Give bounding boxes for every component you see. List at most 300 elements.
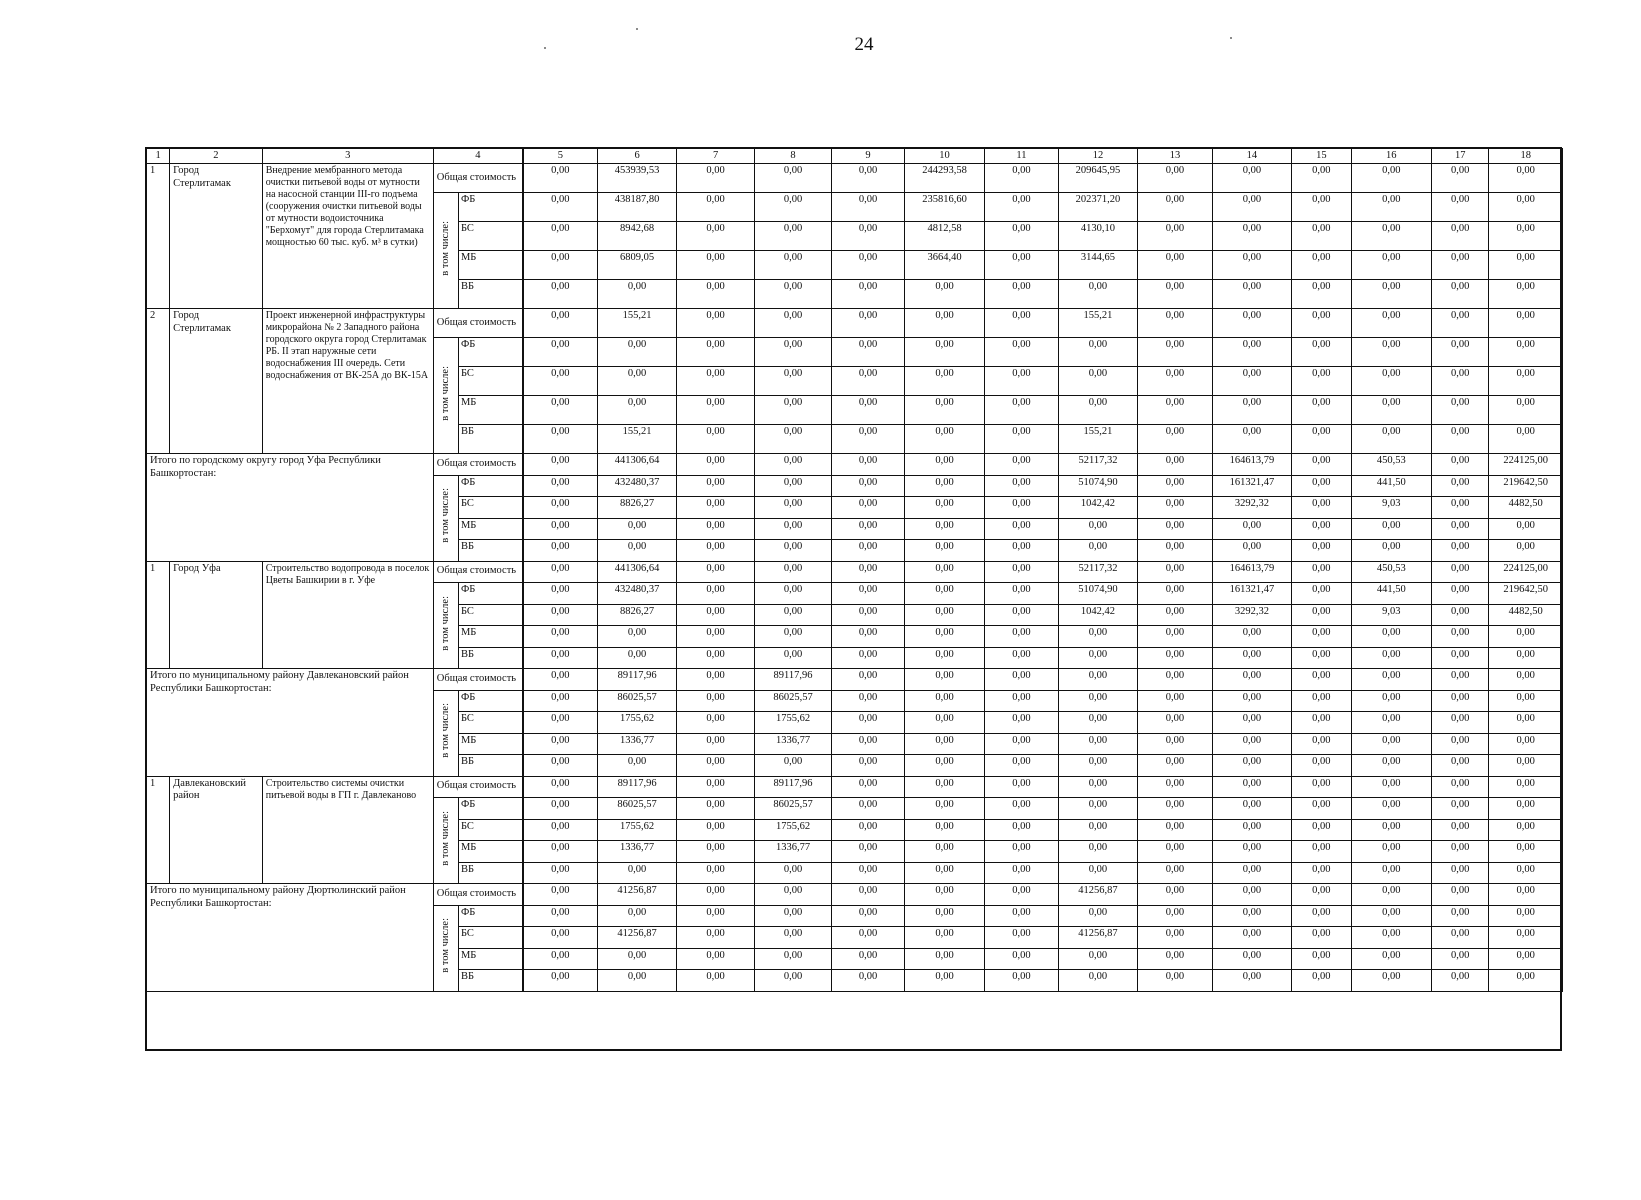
value-cell: 0,00 [1432,819,1489,841]
column-number-cell: 17 [1432,149,1489,164]
fund-source-label: БС [458,819,522,841]
value-cell: 0,00 [1292,798,1351,820]
value-cell: 0,00 [1138,338,1212,367]
fund-source-label: БС [458,222,522,251]
value-cell: 0,00 [1212,712,1292,734]
value-cell: 0,00 [1292,338,1351,367]
column-number-cell: 10 [904,149,985,164]
value-cell: 0,00 [1292,669,1351,691]
value-cell: 0,00 [832,583,904,605]
value-cell: 453939,53 [597,164,677,193]
column-number-cell: 16 [1351,149,1432,164]
value-cell: 0,00 [1138,497,1212,519]
value-cell: 0,00 [1292,948,1351,970]
value-cell: 9,03 [1351,604,1432,626]
value-cell: 0,00 [1292,309,1351,338]
value-cell: 0,00 [523,626,597,648]
value-cell: 0,00 [904,884,985,906]
value-cell: 438187,80 [597,193,677,222]
value-cell: 0,00 [1292,583,1351,605]
value-cell: 0,00 [523,396,597,425]
value-cell: 0,00 [1432,280,1489,309]
project-location: Город Стерлитамак [170,309,263,454]
value-cell: 0,00 [1138,669,1212,691]
value-cell: 0,00 [1432,164,1489,193]
value-cell: 0,00 [677,164,754,193]
value-cell: 219642,50 [1489,583,1563,605]
summary-total-row [147,669,1563,691]
value-cell: 0,00 [677,862,754,884]
fund-source-label: МБ [458,626,522,648]
value-cell: 0,00 [677,604,754,626]
value-cell: 0,00 [1138,193,1212,222]
value-cell: 0,00 [1292,518,1351,540]
value-cell: 0,00 [677,755,754,777]
value-cell: 0,00 [904,776,985,798]
fund-source-label: МБ [458,733,522,755]
value-cell: 0,00 [1432,690,1489,712]
value-cell: 0,00 [1212,518,1292,540]
value-cell: 0,00 [904,927,985,949]
column-number-cell: 1 [147,149,170,164]
value-cell: 0,00 [1351,367,1432,396]
value-cell: 0,00 [1432,475,1489,497]
value-cell: 4482,50 [1489,604,1563,626]
page-number: 24 [854,34,874,55]
value-cell: 0,00 [1432,927,1489,949]
column-number-cell: 6 [597,149,677,164]
value-cell: 0,00 [754,164,831,193]
value-cell: 0,00 [832,164,904,193]
value-cell: 8942,68 [597,222,677,251]
value-cell: 86025,57 [754,798,831,820]
value-cell: 0,00 [1351,338,1432,367]
value-cell: 0,00 [754,884,831,906]
value-cell: 0,00 [1432,626,1489,648]
fund-source-label: БС [458,497,522,519]
value-cell: 0,00 [1432,222,1489,251]
value-cell: 0,00 [754,862,831,884]
value-cell: 0,00 [1138,626,1212,648]
value-cell: 0,00 [1212,798,1292,820]
value-cell: 0,00 [677,690,754,712]
value-cell: 0,00 [597,905,677,927]
value-cell: 0,00 [1432,798,1489,820]
value-cell: 0,00 [1292,367,1351,396]
value-cell: 0,00 [832,755,904,777]
value-cell: 0,00 [1292,164,1351,193]
value-cell: 155,21 [597,425,677,454]
fund-source-label: ФБ [458,905,522,927]
value-cell: 0,00 [832,970,904,992]
value-cell: 0,00 [1292,927,1351,949]
value-cell: 0,00 [832,338,904,367]
value-cell: 0,00 [1351,819,1432,841]
value-cell: 0,00 [832,280,904,309]
value-cell: 0,00 [1432,647,1489,669]
fund-source-label: МБ [458,841,522,863]
value-cell: 0,00 [677,475,754,497]
value-cell: 0,00 [754,497,831,519]
fund-source-label: ВБ [458,425,522,454]
project-location: Город Стерлитамак [170,164,263,309]
project-description: Внедрение мембранного метода очистки питьевой воды от мутности на насосной станции III-го подъема (сооружения очистки питьевой воды от мутности водоисточника "Берхомут" для города Стерлитамака мощностью 60 тыс. куб. м³ в сутки) [262,164,433,309]
value-cell: 0,00 [1058,367,1138,396]
value-cell: 0,00 [1138,251,1212,280]
value-cell: 0,00 [1432,776,1489,798]
project-total-row [147,776,1563,798]
value-cell: 0,00 [1489,841,1563,863]
value-cell: 0,00 [1212,647,1292,669]
value-cell: 0,00 [904,604,985,626]
value-cell: 0,00 [1292,626,1351,648]
value-cell: 0,00 [985,222,1058,251]
value-cell: 0,00 [523,776,597,798]
in-total-text: в том числе: [439,810,451,866]
value-cell: 0,00 [677,540,754,562]
value-cell: 0,00 [832,862,904,884]
value-cell: 0,00 [1489,798,1563,820]
scan-speck [544,47,546,49]
in-total-label [433,905,458,991]
value-cell: 0,00 [1351,841,1432,863]
value-cell: 155,21 [597,309,677,338]
value-cell: 161321,47 [1212,475,1292,497]
value-cell: 0,00 [985,841,1058,863]
value-cell: 89117,96 [597,776,677,798]
value-cell: 0,00 [832,884,904,906]
value-cell: 441306,64 [597,454,677,476]
value-cell: 0,00 [985,309,1058,338]
value-cell: 0,00 [1292,884,1351,906]
value-cell: 0,00 [1292,396,1351,425]
value-cell: 0,00 [1138,841,1212,863]
value-cell: 0,00 [523,280,597,309]
value-cell: 0,00 [1212,193,1292,222]
scan-speck [636,28,638,30]
value-cell: 0,00 [597,540,677,562]
value-cell: 0,00 [1489,948,1563,970]
value-cell: 0,00 [1138,970,1212,992]
value-cell: 0,00 [754,647,831,669]
value-cell: 0,00 [832,819,904,841]
value-cell: 41256,87 [1058,884,1138,906]
value-cell: 0,00 [1138,540,1212,562]
value-cell: 0,00 [523,540,597,562]
value-cell: 0,00 [523,841,597,863]
value-cell: 0,00 [1212,367,1292,396]
fund-source-label: МБ [458,948,522,970]
value-cell: 86025,57 [597,798,677,820]
total-cost-label: Общая стоимость [433,454,523,476]
value-cell: 0,00 [754,540,831,562]
value-cell: 0,00 [904,970,985,992]
value-cell: 0,00 [832,776,904,798]
value-cell: 0,00 [677,948,754,970]
value-cell: 0,00 [1292,475,1351,497]
value-cell: 0,00 [523,798,597,820]
value-cell: 0,00 [1138,776,1212,798]
value-cell: 0,00 [1489,540,1563,562]
project-number: 2 [147,309,170,454]
value-cell: 52117,32 [1058,561,1138,583]
value-cell: 0,00 [1489,280,1563,309]
value-cell: 0,00 [1292,540,1351,562]
value-cell: 0,00 [1351,776,1432,798]
value-cell: 0,00 [523,561,597,583]
value-cell: 0,00 [597,396,677,425]
column-number-cell: 15 [1292,149,1351,164]
value-cell: 0,00 [1138,690,1212,712]
value-cell: 0,00 [597,970,677,992]
column-number-cell: 12 [1058,149,1138,164]
value-cell: 0,00 [1212,776,1292,798]
project-total-row [147,309,1563,338]
value-cell: 0,00 [754,518,831,540]
column-number-cell: 5 [523,149,597,164]
value-cell: 3292,32 [1212,497,1292,519]
value-cell: 0,00 [1058,755,1138,777]
value-cell: 0,00 [754,425,831,454]
total-cost-label: Общая стоимость [433,884,523,906]
value-cell: 0,00 [1138,454,1212,476]
value-cell: 0,00 [904,948,985,970]
value-cell: 0,00 [832,193,904,222]
value-cell: 0,00 [985,862,1058,884]
value-cell: 0,00 [985,425,1058,454]
value-cell: 0,00 [1489,338,1563,367]
value-cell: 0,00 [1212,884,1292,906]
value-cell: 0,00 [1432,884,1489,906]
column-number-cell: 2 [170,149,263,164]
value-cell: 0,00 [832,712,904,734]
value-cell: 0,00 [523,948,597,970]
value-cell: 0,00 [1292,561,1351,583]
value-cell: 155,21 [1058,425,1138,454]
value-cell: 0,00 [677,626,754,648]
value-cell: 0,00 [985,454,1058,476]
value-cell: 0,00 [1058,798,1138,820]
value-cell: 3144,65 [1058,251,1138,280]
value-cell: 0,00 [754,367,831,396]
value-cell: 202371,20 [1058,193,1138,222]
value-cell: 0,00 [1138,733,1212,755]
value-cell: 0,00 [677,927,754,949]
value-cell: 0,00 [1489,396,1563,425]
in-total-label [433,690,458,776]
value-cell: 0,00 [1432,497,1489,519]
value-cell: 0,00 [1351,222,1432,251]
in-total-text: в том числе: [439,365,451,421]
value-cell: 155,21 [1058,309,1138,338]
value-cell: 0,00 [1351,540,1432,562]
in-total-label [433,798,458,884]
value-cell: 0,00 [832,626,904,648]
value-cell: 0,00 [1058,338,1138,367]
value-cell: 0,00 [1292,819,1351,841]
value-cell: 0,00 [985,626,1058,648]
value-cell: 0,00 [1138,475,1212,497]
value-cell: 0,00 [985,884,1058,906]
value-cell: 0,00 [754,280,831,309]
total-cost-label: Общая стоимость [433,776,523,798]
value-cell: 244293,58 [904,164,985,193]
value-cell: 0,00 [1432,338,1489,367]
value-cell: 0,00 [1138,561,1212,583]
value-cell: 0,00 [1351,626,1432,648]
fund-source-label: ФБ [458,338,522,367]
value-cell: 0,00 [1058,647,1138,669]
value-cell: 0,00 [1212,970,1292,992]
value-cell: 0,00 [1212,690,1292,712]
value-cell: 0,00 [523,669,597,691]
value-cell: 89117,96 [597,669,677,691]
fund-source-label: ВБ [458,647,522,669]
value-cell: 0,00 [904,338,985,367]
value-cell: 0,00 [1489,518,1563,540]
value-cell: 0,00 [1058,540,1138,562]
fund-source-label: ВБ [458,280,522,309]
value-cell: 0,00 [904,280,985,309]
value-cell: 0,00 [597,518,677,540]
column-number-cell: 3 [262,149,433,164]
value-cell: 0,00 [1432,425,1489,454]
value-cell: 0,00 [754,561,831,583]
value-cell: 0,00 [985,518,1058,540]
value-cell: 0,00 [1489,884,1563,906]
value-cell: 0,00 [677,251,754,280]
value-cell: 0,00 [832,367,904,396]
value-cell: 0,00 [832,948,904,970]
value-cell: 0,00 [677,712,754,734]
value-cell: 0,00 [677,518,754,540]
value-cell: 0,00 [1292,604,1351,626]
value-cell: 0,00 [1292,862,1351,884]
value-cell: 0,00 [985,647,1058,669]
value-cell: 0,00 [1432,583,1489,605]
value-cell: 0,00 [1432,604,1489,626]
value-cell: 0,00 [523,338,597,367]
value-cell: 0,00 [523,164,597,193]
value-cell: 0,00 [985,475,1058,497]
value-cell: 0,00 [1351,396,1432,425]
value-cell: 0,00 [677,561,754,583]
value-cell: 0,00 [985,280,1058,309]
value-cell: 432480,37 [597,475,677,497]
value-cell: 0,00 [677,884,754,906]
value-cell: 0,00 [904,309,985,338]
value-cell: 0,00 [1138,280,1212,309]
value-cell: 0,00 [904,669,985,691]
value-cell: 0,00 [1432,193,1489,222]
value-cell: 0,00 [1489,367,1563,396]
value-cell: 0,00 [1212,755,1292,777]
value-cell: 0,00 [1058,518,1138,540]
value-cell: 0,00 [1351,251,1432,280]
value-cell: 0,00 [1351,884,1432,906]
value-cell: 1755,62 [597,819,677,841]
value-cell: 0,00 [523,690,597,712]
value-cell: 0,00 [832,798,904,820]
value-cell: 0,00 [1138,755,1212,777]
fund-source-label: МБ [458,518,522,540]
value-cell: 0,00 [1058,280,1138,309]
value-cell: 0,00 [832,309,904,338]
value-cell: 0,00 [985,164,1058,193]
value-cell: 0,00 [985,367,1058,396]
value-cell: 0,00 [1212,819,1292,841]
value-cell: 450,53 [1351,454,1432,476]
column-number-cell: 18 [1489,149,1563,164]
value-cell: 0,00 [1432,970,1489,992]
value-cell: 0,00 [1489,712,1563,734]
value-cell: 0,00 [985,733,1058,755]
value-cell: 0,00 [904,626,985,648]
value-cell: 0,00 [1432,733,1489,755]
value-cell: 0,00 [1212,540,1292,562]
value-cell: 0,00 [1138,712,1212,734]
summary-total-row [147,454,1563,476]
value-cell: 0,00 [597,626,677,648]
value-cell: 0,00 [1489,733,1563,755]
value-cell: 0,00 [677,367,754,396]
value-cell: 0,00 [1351,927,1432,949]
value-cell: 0,00 [1292,193,1351,222]
value-cell: 0,00 [904,454,985,476]
project-location: Город Уфа [170,561,263,669]
value-cell: 0,00 [904,518,985,540]
value-cell: 0,00 [832,905,904,927]
value-cell: 0,00 [1489,251,1563,280]
value-cell: 0,00 [1212,733,1292,755]
value-cell: 0,00 [677,338,754,367]
value-cell: 0,00 [1212,251,1292,280]
total-cost-label: Общая стоимость [433,669,523,691]
value-cell: 0,00 [904,396,985,425]
value-cell: 0,00 [832,733,904,755]
value-cell: 0,00 [1489,647,1563,669]
value-cell: 219642,50 [1489,475,1563,497]
value-cell: 0,00 [1351,862,1432,884]
fund-source-label: ФБ [458,798,522,820]
column-number-cell: 11 [985,149,1058,164]
value-cell: 0,00 [985,604,1058,626]
column-number-cell: 7 [677,149,754,164]
value-cell: 0,00 [523,309,597,338]
value-cell: 4812,58 [904,222,985,251]
value-cell: 52117,32 [1058,454,1138,476]
value-cell: 224125,00 [1489,561,1563,583]
value-cell: 0,00 [1138,367,1212,396]
scan-speck [1230,37,1232,39]
value-cell: 0,00 [1212,905,1292,927]
value-cell: 0,00 [832,222,904,251]
column-number-cell: 13 [1138,149,1212,164]
value-cell: 0,00 [1138,819,1212,841]
value-cell: 0,00 [1138,222,1212,251]
column-number-row [147,149,1563,164]
value-cell: 0,00 [523,905,597,927]
value-cell: 0,00 [523,497,597,519]
value-cell: 0,00 [1058,669,1138,691]
value-cell: 0,00 [1058,819,1138,841]
value-cell: 0,00 [1292,712,1351,734]
value-cell: 0,00 [832,669,904,691]
column-number-cell: 4 [433,149,523,164]
summary-title: Итого по муниципальному району Дюртюлинский район Республики Башкортостан: [147,884,434,992]
in-total-label [433,583,458,669]
value-cell: 0,00 [1138,927,1212,949]
